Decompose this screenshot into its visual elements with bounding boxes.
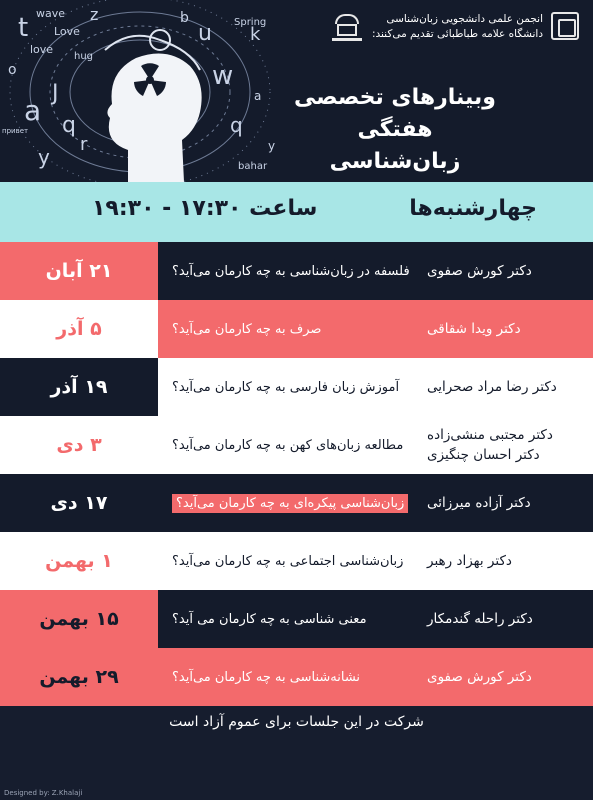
word-cloud-head-illustration [0, 0, 300, 182]
session-row [0, 242, 593, 300]
schedule-strip [0, 182, 593, 242]
designer-credit: Designed by: Z.Khalaji [4, 789, 83, 797]
session-row [0, 590, 593, 648]
session-topic: فلسفه در زبان‌شناسی به چه کارمان می‌آید؟ [172, 263, 410, 279]
session-row [0, 532, 593, 590]
session-date: ۱۵ بهمن [0, 590, 158, 648]
session-speaker: دکتر بهزاد رهبر [427, 553, 512, 569]
session-speaker: دکتر ویدا شقاقی [427, 321, 521, 337]
session-speakers: دکتر مجتبی منشی‌زاده دکتر احسان چنگیزی [427, 427, 553, 463]
svg-text:o: o [8, 62, 17, 78]
session-info [158, 300, 593, 358]
art-word: love [30, 43, 54, 56]
session-speaker: دکتر کورش صفوی [427, 263, 532, 279]
svg-text:q: q [62, 113, 76, 138]
session-row [0, 358, 593, 416]
svg-text:a: a [254, 89, 262, 103]
public-access-note: شرکت در این جلسات برای عموم آزاد است [169, 714, 424, 730]
art-word: Love [54, 25, 80, 38]
session-date: ۳ دی [0, 416, 158, 474]
association-logo-icon [332, 12, 362, 42]
weekday-label: چهارشنبه‌ها [409, 196, 537, 221]
organizer-block [332, 12, 579, 42]
session-info [158, 416, 593, 474]
svg-text:b: b [180, 10, 189, 26]
svg-text:r: r [80, 134, 88, 155]
art-word: Spring [234, 17, 267, 28]
art-word: привет [2, 127, 29, 135]
svg-text:a: a [24, 94, 42, 127]
session-date: ۲۹ بهمن [0, 648, 158, 706]
session-info [158, 532, 593, 590]
svg-text:t: t [18, 13, 29, 43]
art-word: hug [74, 51, 94, 62]
session-speaker: دکتر کورش صفوی [427, 669, 532, 685]
svg-text:u: u [198, 21, 212, 46]
association-name: انجمن علمی دانشجویی زبان‌شناسی [386, 13, 543, 25]
poster-title [275, 82, 515, 178]
svg-text:J: J [52, 81, 59, 106]
title-line-2: زبان‌شناسی [329, 149, 461, 174]
session-date: ۱۷ دی [0, 474, 158, 532]
time-range: ساعت ۱۷:۳۰ - ۱۹:۳۰ [92, 196, 318, 221]
svg-text:k: k [250, 24, 261, 45]
session-date: ۱ بهمن [0, 532, 158, 590]
session-row [0, 648, 593, 706]
session-topic: معنی شناسی به چه کارمان می آید؟ [172, 611, 367, 627]
university-logo-icon [551, 12, 579, 40]
svg-text:w: w [212, 61, 234, 91]
svg-text:y: y [38, 145, 50, 169]
svg-text:q: q [230, 113, 243, 137]
session-topic: زبان‌شناسی اجتماعی به چه کارمان می‌آید؟ [172, 553, 404, 569]
session-speaker: دکتر رضا مراد صحرایی [427, 379, 557, 395]
session-row [0, 474, 593, 532]
session-date: ۲۱ آبان [0, 242, 158, 300]
session-row [0, 300, 593, 358]
session-speaker: دکتر آزاده میرزائی [427, 495, 531, 511]
session-row [0, 416, 593, 474]
session-date: ۱۹ آذر [0, 358, 158, 416]
session-speaker: دکتر راحله گندمکار [427, 611, 533, 627]
session-topic: زبان‌شناسی پیکره‌ای به چه کارمان می‌آید؟ [172, 474, 434, 532]
title-line-1: وبینارهای تخصصی هفتگی [294, 85, 496, 142]
session-topic: صرف به چه کارمان می‌آید؟ [172, 321, 322, 337]
session-topic: نشانه‌شناسی به چه کارمان می‌آید؟ [172, 669, 361, 685]
session-info [158, 242, 593, 300]
session-info [158, 358, 593, 416]
art-word: wave [36, 7, 66, 20]
session-topic: مطالعه زبان‌های کهن به چه کارمان می‌آید؟ [172, 437, 404, 453]
art-word: bahar [238, 161, 268, 172]
presents-line: دانشگاه علامه طباطبائی تقدیم می‌کنند: [371, 28, 543, 40]
session-info [158, 474, 593, 532]
svg-text:y: y [268, 139, 276, 153]
session-topic: آموزش زبان فارسی به چه کارمان می‌آید؟ [172, 379, 400, 395]
session-date: ۵ آذر [0, 300, 158, 358]
organizer-text [372, 12, 543, 42]
svg-text:z: z [90, 5, 99, 24]
session-info [158, 648, 593, 706]
session-info [158, 590, 593, 648]
poster-header [0, 0, 593, 182]
